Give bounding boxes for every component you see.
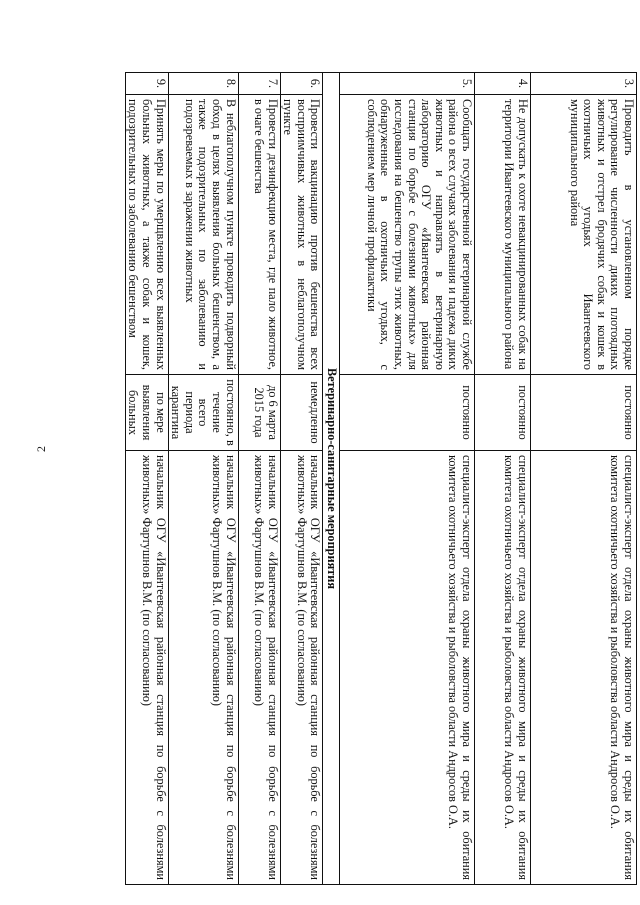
measure-deadline: постоянно [340,375,475,451]
table-row [475,73,531,885]
table-row [125,73,168,885]
section-title: Ветеринарно-санитарные мероприятия [323,73,340,885]
measure-deadline: до 6 марта 2015 года [238,375,280,451]
measure-text: Провести дезинфекцию места, где пало животное, в очаге бешенства [238,95,280,375]
row-number: 4. [475,73,531,95]
table-row [280,73,323,885]
section-header-row [323,73,340,885]
row-number: 9. [125,73,168,95]
measure-responsible: специалист-эксперт отдела охраны животного мира и среды их обитания комитета охотничьего хозяйства и рыболовства области Андросов О.А. [531,451,637,885]
measure-responsible: начальник ОГУ «Ивантеевская районная станция по борьбе с болезнями животных» Фартушнов В.М. (по согласованию) [280,451,323,885]
measure-responsible: специалист-эксперт отдела охраны животного мира и среды их обитания комитета охотничьего хозяйства и рыболовства области Андросов О.А. [340,451,475,885]
measure-text: Не допускать к охоте невакцинированных собак на территории Ивантеевского муниципального района [475,95,531,375]
measure-text: Провести вакцинацию против бешенства всех восприимчивых животных в неблагополучном пункте [280,95,323,375]
measure-responsible: начальник ОГУ «Ивантеевская районная станция по борьбе с болезнями животных» Фартушнов В.М. (по согласованию) [238,451,280,885]
table-row [238,73,280,885]
row-number: 7. [238,73,280,95]
measure-deadline: по мере выявления больных [125,375,168,451]
measure-text: Проводить в установленном порядке регулирование численности диких плотоядных животных и отстрел бродячих собак и кошек в охотничьих угодьях Ивантеевского муниципального района [531,95,637,375]
page-number: 2 [34,446,48,452]
measure-deadline: немедленно [280,375,323,451]
row-number: 6. [280,73,323,95]
row-number: 5. [340,73,475,95]
measure-responsible: специалист-эксперт отдела охраны животного мира и среды их обитания комитета охотничьего хозяйства и рыболовства области Андросов О.А. [475,451,531,885]
measure-deadline: постоянно, в течение всего периода карантина [168,375,238,451]
measure-text: Принять меры по умерщвлению всех выявленных больных животных, а также собак и кошек, подозрительных по заболеванию бешенством [125,95,168,375]
row-number: 8. [168,73,238,95]
measures-table-sheet [85,72,637,884]
measure-deadline: постоянно [475,375,531,451]
measure-text: Сообщать государственной ветеринарной службе района о всех случаях заболевания и падежа диких животных и направлять в ветеринарную лабораторию ОГУ «Ивантеевская районная станция по борьбе с болезнями животных» для исследования на бешенство трупы этих животных, обнаруженные в охотничьих угодьях, с соблюдением мер личной профилактики [340,95,475,375]
table-row [168,73,238,885]
table-row [340,73,475,885]
measure-responsible: начальник ОГУ «Ивантеевская районная станция по борьбе с болезнями животных» Фартушнов В.М. (по согласованию) [125,451,168,885]
table-row [531,73,637,885]
measure-responsible: начальник ОГУ «Ивантеевская районная станция по борьбе с болезнями животных» Фартушнов В.М. (по согласованию) [168,451,238,885]
measure-text: В неблагополучном пункте проводить подворный обход в целях выявления больных бешенством, а также подозрительных по заболеванию и подозреваемых в заражении животных [168,95,238,375]
measures-table [125,72,637,885]
row-number: 3. [531,73,637,95]
measure-deadline: постоянно [531,375,637,451]
